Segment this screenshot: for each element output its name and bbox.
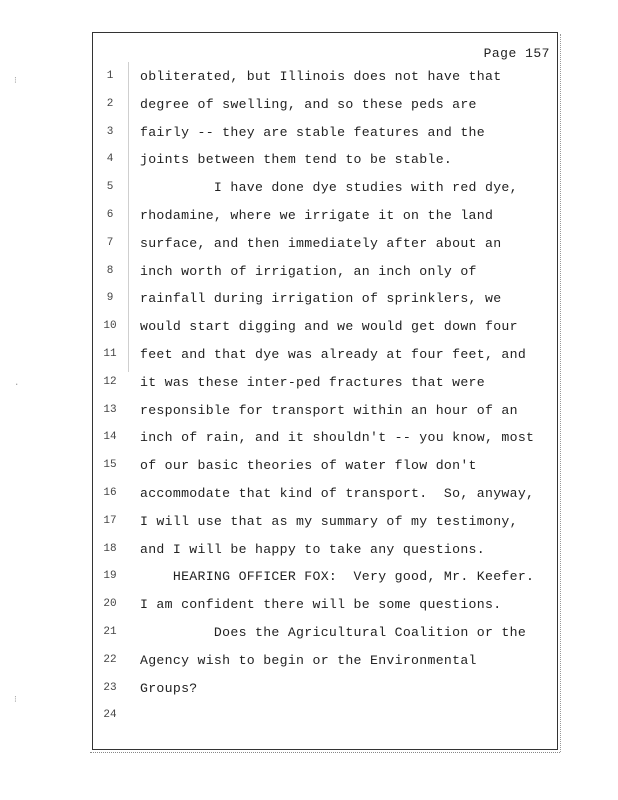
line-number: 13 xyxy=(103,403,117,416)
line-text: inch worth of irrigation, an inch only of xyxy=(140,263,477,279)
line-number: 20 xyxy=(103,598,117,611)
line-number: 22 xyxy=(103,653,117,666)
transcript-line xyxy=(0,348,618,368)
line-number: 1 xyxy=(106,70,114,82)
line-number: 7 xyxy=(106,236,114,249)
line-number: 16 xyxy=(103,487,117,499)
line-number: 17 xyxy=(103,514,117,527)
line-text: joints between them tend to be stable. xyxy=(140,152,453,168)
transcript-line xyxy=(0,431,618,451)
line-number: 12 xyxy=(103,375,117,388)
transcript-line xyxy=(0,209,618,229)
transcript-line xyxy=(0,292,618,312)
scan-speck: ⁝ xyxy=(14,76,17,86)
line-text: rainfall during irrigation of sprinklers, we xyxy=(140,291,502,307)
line-text: accommodate that kind of transport. So, anyway, xyxy=(140,486,535,501)
transcript-line xyxy=(0,153,618,173)
line-number: 24 xyxy=(103,709,117,722)
transcript-line xyxy=(0,709,618,729)
line-text: rhodamine, where we irrigate it on the land xyxy=(140,208,494,223)
scan-speck: ⁝ xyxy=(14,695,17,705)
scan-speck: · xyxy=(14,380,20,390)
transcript-line xyxy=(0,515,618,535)
line-number: 15 xyxy=(103,459,117,472)
line-number: 3 xyxy=(106,125,114,138)
line-text: degree of swelling, and so these peds are xyxy=(140,96,477,112)
transcript-line xyxy=(0,181,618,201)
line-text: I will use that as my summary of my testimony, xyxy=(140,513,518,529)
line-text: I am confident there will be some questions. xyxy=(140,597,502,613)
transcript-line xyxy=(0,265,618,285)
line-text: I have done dye studies with red dye, xyxy=(140,180,518,196)
transcript-line xyxy=(0,404,618,424)
transcript-line xyxy=(0,682,618,702)
transcript-line xyxy=(0,654,618,674)
line-number: 23 xyxy=(103,681,117,694)
line-number: 21 xyxy=(103,626,117,638)
line-text: responsible for transport within an hour of an xyxy=(140,402,518,418)
line-text: feet and that dye was already at four feet, and xyxy=(140,347,527,362)
line-text: surface, and then immediately after about an xyxy=(140,235,502,251)
line-text: it was these inter-ped fractures that were xyxy=(140,374,485,390)
transcript-line xyxy=(0,70,618,90)
line-number: 2 xyxy=(106,97,114,110)
transcript-line xyxy=(0,237,618,257)
line-text: Groups? xyxy=(140,680,198,696)
frame-bottom-edge xyxy=(90,752,560,753)
page-number: Page 157 xyxy=(483,46,550,61)
line-number: 19 xyxy=(103,570,117,583)
transcript-line xyxy=(0,598,618,618)
line-number: 9 xyxy=(106,292,114,305)
transcript-line xyxy=(0,126,618,146)
transcript-line xyxy=(0,459,618,479)
line-text: of our basic theories of water flow don't xyxy=(140,458,477,474)
transcript-line xyxy=(0,376,618,396)
line-text: HEARING OFFICER FOX: Very good, Mr. Keefer. xyxy=(140,569,535,585)
line-text: would start digging and we would get down four xyxy=(140,319,518,335)
line-number: 10 xyxy=(103,320,117,333)
transcript-line xyxy=(0,98,618,118)
line-text: fairly -- they are stable features and the xyxy=(140,124,485,140)
transcript-line xyxy=(0,543,618,563)
transcript-line xyxy=(0,487,618,507)
transcript-line xyxy=(0,320,618,340)
line-text: inch of rain, and it shouldn't -- you know, most xyxy=(140,430,535,446)
line-text: Does the Agricultural Coalition or the xyxy=(140,625,527,640)
transcript-line xyxy=(0,570,618,590)
transcript-line xyxy=(0,626,618,646)
line-number: 8 xyxy=(106,264,114,277)
line-number: 4 xyxy=(106,153,114,166)
line-number: 18 xyxy=(103,542,117,555)
line-text: obliterated, but Illinois does not have that xyxy=(140,69,502,84)
line-text: and I will be happy to take any questions. xyxy=(140,541,485,557)
line-number: 14 xyxy=(103,431,117,444)
line-number: 11 xyxy=(103,348,117,360)
line-text: Agency wish to begin or the Environmental xyxy=(140,652,477,668)
line-number: 5 xyxy=(106,181,114,194)
line-number: 6 xyxy=(106,209,114,221)
